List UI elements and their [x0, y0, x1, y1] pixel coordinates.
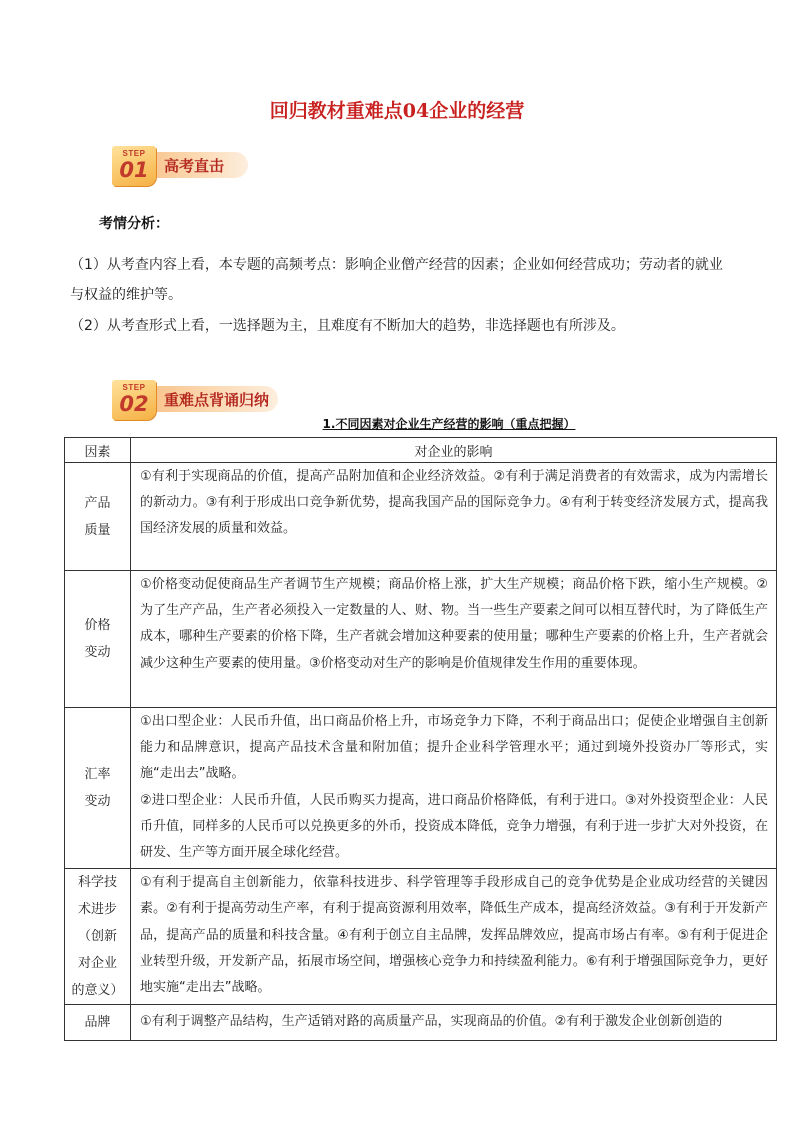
impact-paragraph: ①有利于调整产品结构，生产适销对路的高质量产品，实现商品的价值。②有利于激发企业创新创造的	[140, 1014, 723, 1030]
impact-paragraph: ②进口型企业：人民币升值，人民币购买力提高，进口商品价格降低，有利于进口。③对外投资型企业：人民币升值，同样多的人民币可以兑换更多的外币，投资成本降低，竞争力增强，有利于进一步扩大对外投资，在研发、生产等方面开展全球化经营。	[140, 792, 768, 861]
analysis-label: 考情分析：	[99, 216, 169, 232]
paragraph-content-scope: （1）从考查内容上看，本专题的高频考点：影响企业僧产经营的因素；企业如何经营成功；劳动者的就业与权益的维护等。	[70, 257, 723, 303]
step-badge-number: 01	[119, 158, 149, 182]
step-badge	[112, 146, 156, 186]
impact-paragraph: ①有利于提高自主创新能力，依靠科技进步、科学管理等手段形成自己的竞争优势是企业成功经营的关键因素。②有利于提高劳动生产率，有利于提高资源利用效率，降低生产成本，提高经济效益。③有利于开发新产品，提高产品的质量和科技含量。④有利于创立自主品牌，发挥品牌效应，提高市场占有率。⑤有利于促进企业转型升级，开发新产品，拓展市场空间，增强核心竞争力和持续盈利能力。⑥有利于增强国际竞争力，更好地实施“走出去”战略。	[140, 875, 768, 996]
table-row	[65, 463, 777, 571]
factor-label: 科学技 术进步 （创新 对企业 的意义）	[71, 875, 124, 999]
factor-label: 汇率 变动	[84, 767, 111, 810]
table-row	[65, 869, 777, 1005]
factor-cell	[65, 463, 131, 571]
step-badge-label: STEP	[122, 383, 146, 392]
table-body	[65, 463, 777, 1041]
table-row	[65, 1005, 777, 1041]
paragraph-form-scope: （2）从考查形式上看，一选择题为主，且难度有不断加大的趋势，非选择题也有所涉及。	[70, 318, 625, 334]
header-factor: 因素	[65, 438, 131, 463]
factor-cell	[65, 708, 131, 869]
impact-cell	[131, 1005, 777, 1041]
impact-paragraph: ①价格变动促使商品生产者调节生产规模；商品价格上涨，扩大生产规模；商品价格下跌，缩小生产规模。②为了生产产品，生产者必须投入一定数量的人、财、物。当一些生产要素之间可以相互替代时，为了降低生产成本，哪种生产要素的价格下降，生产者就会增加这种要素的使用量；哪种生产要素的价格上升，生产者就会减少这种生产要素的使用量。③价格变动对生产的影响是价值规律发生作用的重要体现。	[140, 577, 768, 671]
impact-paragraph: ①出口型企业：人民币升值，出口商品价格上升，市场竞争力下降，不利于商品出口；促使企业增强自主创新能力和品牌意识，提高产品技术含量和附加值；提升企业科学管理水平；通过到境外投资办厂等形式，实施“走出去”战略。	[140, 714, 768, 782]
factor-cell	[65, 571, 131, 708]
factor-label: 品牌	[84, 1015, 111, 1031]
factors-table	[64, 437, 777, 1041]
factor-label: 价格 变动	[84, 618, 111, 660]
step-heading: 高考直击	[164, 157, 225, 175]
impact-cell	[131, 708, 777, 869]
step-heading: 重难点背诵归纳	[164, 391, 270, 409]
step-badge-number: 02	[119, 392, 149, 416]
page-title: 回归教材重难点04企业的经营	[269, 100, 525, 122]
step-02-banner	[112, 380, 362, 418]
table-row	[65, 708, 777, 869]
step-01-banner	[112, 146, 362, 184]
factor-label: 产品 质量	[84, 495, 111, 538]
factor-cell	[65, 1005, 131, 1041]
factor-cell	[65, 869, 131, 1005]
step-badge-label: STEP	[122, 149, 146, 158]
impact-cell	[131, 463, 777, 571]
step-badge	[112, 380, 156, 420]
impact-paragraph: ①有利于实现商品的价值，提高产品附加值和企业经济效益。②有利于满足消费者的有效需求，成为内需增长的新动力。③有利于形成出口竞争新优势，提高我国产品的国际竞争力。④有利于转变经济发展方式，提高我国经济发展的质量和效益。	[140, 469, 768, 537]
table-caption: 1.不同因素对企业生产经营的影响（重点把握）	[322, 417, 576, 431]
table-header-row	[65, 438, 777, 463]
table-row	[65, 571, 777, 708]
impact-cell	[131, 571, 777, 708]
impact-cell	[131, 869, 777, 1005]
header-impact: 对企业的影响	[131, 438, 777, 463]
